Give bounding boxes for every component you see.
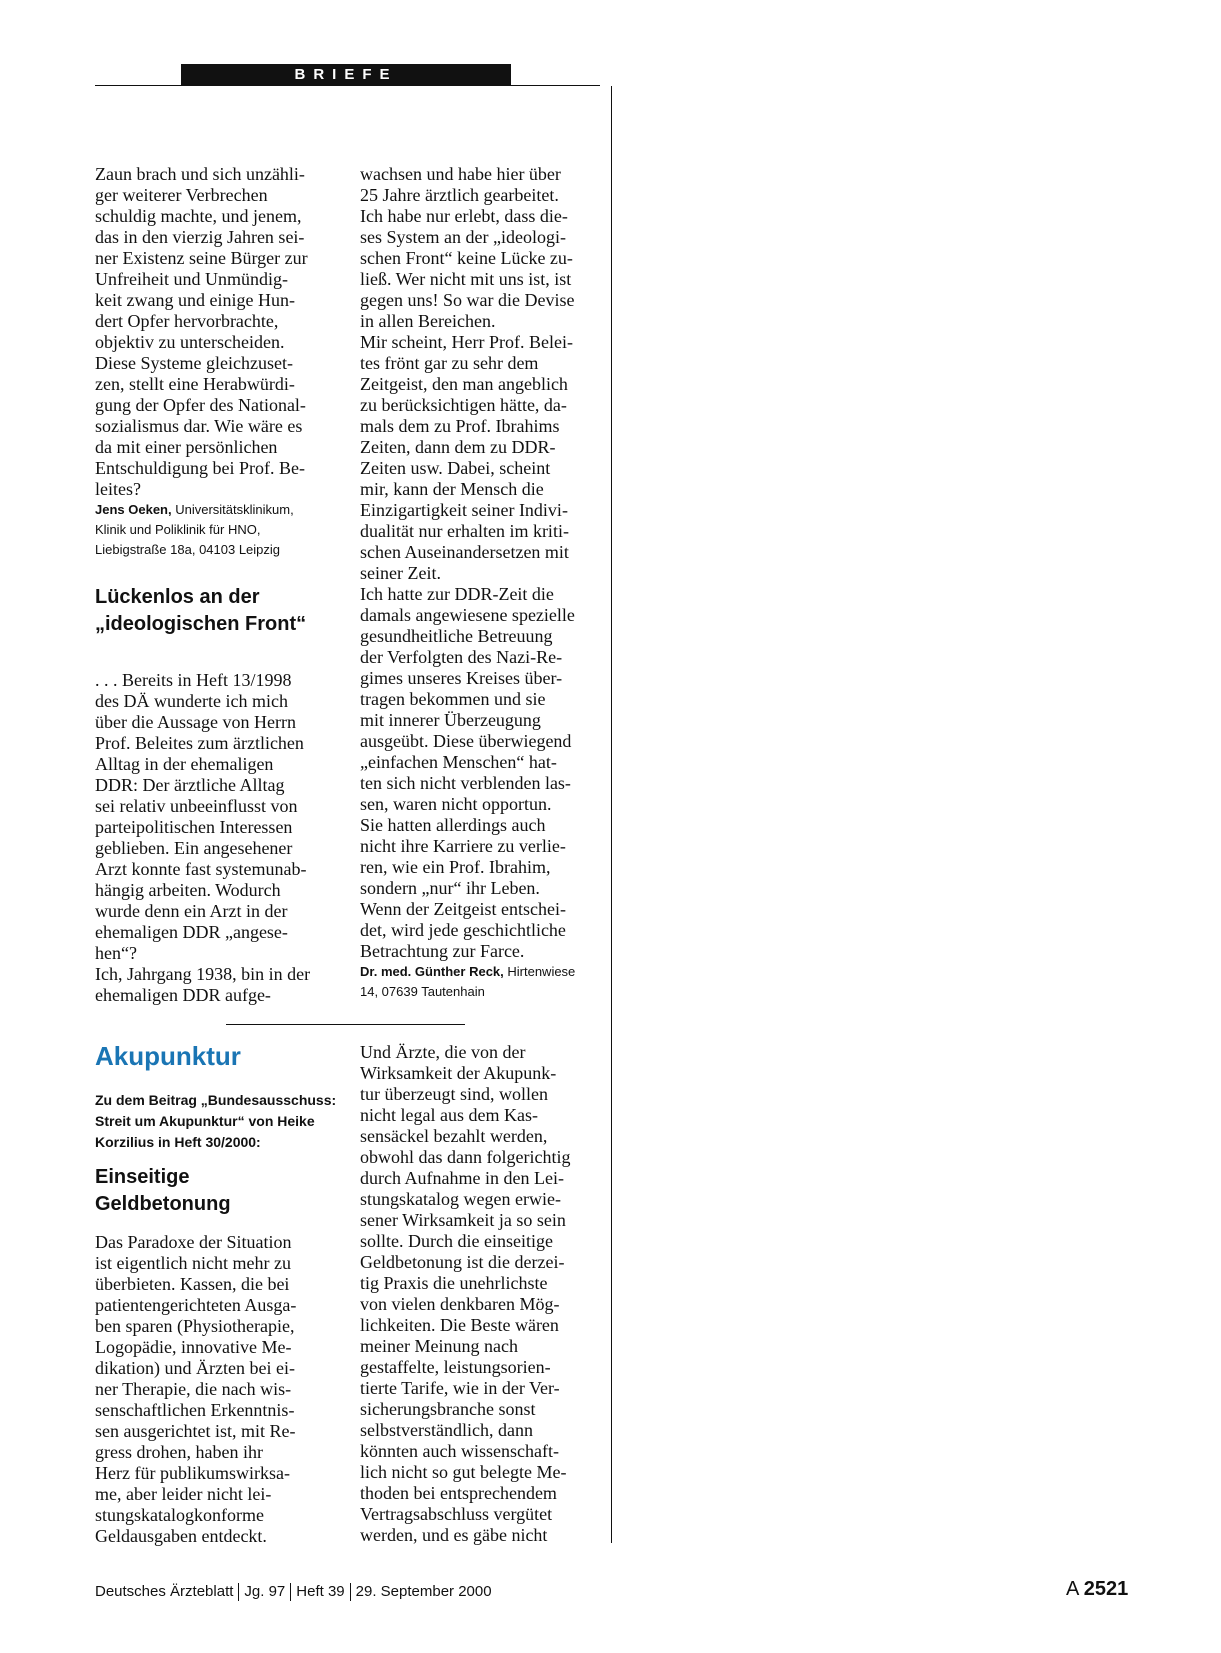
text-line: Alltag in der ehemaligen	[95, 754, 274, 774]
letter2-signature	[360, 962, 575, 1002]
letter2-headline	[95, 584, 306, 638]
text-line: leites?	[95, 479, 141, 499]
text-line: ren, wie ein Prof. Ibrahim,	[360, 857, 551, 877]
text-line: ehemaligen DDR „angese-	[95, 922, 288, 942]
letter2-column-1	[95, 670, 310, 1006]
footer-separator	[290, 1583, 291, 1601]
letter1-signature-name: Jens Oeken,	[95, 502, 172, 517]
text-line: sen ausgerichtet ist, mit Re-	[95, 1421, 296, 1441]
text-line: selbstverständlich, dann	[360, 1420, 533, 1440]
text-line: gimes unseres Kreises über-	[360, 668, 563, 688]
text-line: Herz für publikumswirksa-	[95, 1463, 290, 1483]
text-line: gung der Opfer des National-	[95, 395, 306, 415]
text-line: Lückenlos an der	[95, 586, 260, 608]
text-line: obwohl das dann folgerichtig	[360, 1147, 571, 1167]
text-line: gress drohen, haben ihr	[95, 1442, 263, 1462]
text-line: sollte. Durch die einseitige	[360, 1231, 553, 1251]
text-line: Entschuldigung bei Prof. Be-	[95, 458, 305, 478]
section-body-1	[95, 1232, 296, 1547]
text-line: von vielen denkbaren Mög-	[360, 1294, 560, 1314]
letter1-signature-address: Universitätsklinikum, Klinik und Poliklinik für HNO, Liebigstraße 18a, 04103 Leipzig	[95, 502, 294, 557]
text-line: hängig arbeiten. Wodurch	[95, 880, 281, 900]
text-line: sener Wirksamkeit ja so sein	[360, 1210, 566, 1230]
text-line: zu berücksichtigen hätte, da-	[360, 395, 567, 415]
text-line: nicht legal aus dem Kas-	[360, 1105, 538, 1125]
footer-date: 29. September 2000	[355, 1583, 492, 1600]
text-line: ehemaligen DDR aufge-	[95, 985, 271, 1005]
text-line: lich nicht so gut belegte Me-	[360, 1462, 567, 1482]
letter1-column	[95, 164, 308, 560]
text-line: senschaftlichen Erkenntnis-	[95, 1400, 295, 1420]
text-line: Zeiten usw. Dabei, scheint	[360, 458, 551, 478]
text-line: gesundheitliche Betreuung	[360, 626, 553, 646]
text-line: Das Paradoxe der Situation	[95, 1232, 292, 1252]
text-line: sen, waren nicht opportun.	[360, 794, 552, 814]
text-line: überbieten. Kassen, die bei	[95, 1274, 290, 1294]
text-line: mals dem zu Prof. Ibrahims	[360, 416, 560, 436]
text-line: hen“?	[95, 943, 137, 963]
text-line: 25 Jahre ärztlich gearbeitet.	[360, 185, 559, 205]
text-line: tig Praxis die unehrlichste	[360, 1273, 548, 1293]
text-line: ger weiterer Verbrechen	[95, 185, 268, 205]
text-line: durch Aufnahme in den Lei-	[360, 1168, 564, 1188]
text-line: Geldbetonung	[95, 1193, 231, 1215]
text-line: „einfachen Menschen“ hat-	[360, 752, 557, 772]
text-line: gegen uns! So war die Devise	[360, 290, 575, 310]
page-number-prefix: A	[1066, 1578, 1084, 1600]
text-line: damals angewiesene spezielle	[360, 605, 575, 625]
text-line: sicherungsbranche sonst	[360, 1399, 536, 1419]
text-line: ist eigentlich nicht mehr zu	[95, 1253, 291, 1273]
text-line: mir, kann der Mensch die	[360, 479, 544, 499]
letter2-body-1	[95, 670, 310, 1006]
page-number	[1066, 1578, 1128, 1601]
text-line: ausgeübt. Diese überwiegend	[360, 731, 572, 751]
footer-citation	[95, 1583, 492, 1601]
text-line: Korzilius in Heft 30/2000:	[95, 1134, 261, 1150]
text-line: ben sparen (Physiotherapie,	[95, 1316, 295, 1336]
text-line: wachsen und habe hier über	[360, 164, 561, 184]
text-line: gestaffelte, leistungsorien-	[360, 1357, 551, 1377]
text-line: patientengerichteten Ausga-	[95, 1295, 297, 1315]
section-column-2	[360, 1042, 570, 1546]
text-line: Streit um Akupunktur“ von Heike	[95, 1113, 315, 1129]
text-line: könnten auch wissenschaft-	[360, 1441, 559, 1461]
text-line: wurde denn ein Arzt in der	[95, 901, 288, 921]
text-line: das in den vierzig Jahren sei-	[95, 227, 305, 247]
text-line: schuldig machte, und jenem,	[95, 206, 302, 226]
text-line: schen Auseinandersetzen mit	[360, 542, 569, 562]
text-line: Mir scheint, Herr Prof. Belei-	[360, 332, 573, 352]
text-line: geblieben. Ein angesehener	[95, 838, 293, 858]
text-line: Einseitige	[95, 1166, 190, 1188]
text-line: me, aber leider nicht lei-	[95, 1484, 272, 1504]
text-line: DDR: Der ärztliche Alltag	[95, 775, 285, 795]
text-line: über die Aussage von Herrn	[95, 712, 296, 732]
text-line: sei relativ unbeeinflusst von	[95, 796, 298, 816]
text-line: mit innerer Überzeugung	[360, 710, 541, 730]
text-line: in allen Bereichen.	[360, 311, 496, 331]
text-line: dert Opfer hervorbrachte,	[95, 311, 279, 331]
text-line: Zeitgeist, den man angeblich	[360, 374, 568, 394]
letter2-signature-name: Dr. med. Günther Reck,	[360, 964, 504, 979]
section-intro	[95, 1090, 336, 1153]
text-line: tierte Tarife, wie in der Ver-	[360, 1378, 560, 1398]
text-line: sozialismus dar. Wie wäre es	[95, 416, 303, 436]
text-line: Ich, Jahrgang 1938, bin in der	[95, 964, 311, 984]
text-line: lichkeiten. Die Beste wären	[360, 1315, 559, 1335]
header-rule	[95, 85, 600, 86]
letter2-column-2	[360, 164, 575, 1002]
section-headline	[95, 1164, 231, 1218]
text-line: parteipolitischen Interessen	[95, 817, 293, 837]
text-line: stungskatalogkonforme	[95, 1505, 264, 1525]
text-line: keit zwang und einige Hun-	[95, 290, 295, 310]
text-line: thoden bei entsprechendem	[360, 1483, 557, 1503]
section-divider	[226, 1024, 465, 1025]
text-line: Vertragsabschluss vergütet	[360, 1504, 553, 1524]
text-line: Logopädie, innovative Me-	[95, 1337, 292, 1357]
text-line: zen, stellt eine Herabwürdi-	[95, 374, 295, 394]
text-line: tragen bekommen und sie	[360, 689, 546, 709]
section-column-1	[95, 1232, 296, 1547]
text-line: ses System an der „ideologi-	[360, 227, 566, 247]
text-line: Wirksamkeit der Akupunk-	[360, 1063, 557, 1083]
text-line: . . . Bereits in Heft 13/1998	[95, 670, 292, 690]
text-line: Prof. Beleites zum ärztlichen	[95, 733, 304, 753]
letter2-body-2	[360, 164, 575, 962]
text-line: des DÄ wunderte ich mich	[95, 691, 288, 711]
letter1-signature	[95, 500, 308, 560]
text-line: tur überzeugt sind, wollen	[360, 1084, 548, 1104]
footer-separator	[238, 1583, 239, 1601]
text-line: Einzigartigkeit seiner Indivi-	[360, 500, 568, 520]
text-line: tes frönt gar zu sehr dem	[360, 353, 539, 373]
text-line: Unfreiheit und Unmündig-	[95, 269, 288, 289]
text-line: stungskatalog wegen erwie-	[360, 1189, 561, 1209]
section-title: Akupunktur	[95, 1041, 241, 1071]
text-line: Arzt konnte fast systemunab-	[95, 859, 307, 879]
page-number-value: 2521	[1083, 1578, 1129, 1600]
text-line: meiner Meinung nach	[360, 1336, 518, 1356]
text-line: ner Existenz seine Bürger zur	[95, 248, 308, 268]
text-line: ten sich nicht verblenden las-	[360, 773, 571, 793]
section-body-2	[360, 1042, 570, 1546]
text-line: schen Front“ keine Lücke zu-	[360, 248, 573, 268]
letter1-body	[95, 164, 308, 500]
text-line: Zeiten, dann dem zu DDR-	[360, 437, 556, 457]
footer-issue: Heft 39	[296, 1583, 345, 1600]
text-line: „ideologischen Front“	[95, 613, 307, 635]
text-line: ner Therapie, die nach wis-	[95, 1379, 292, 1399]
text-line: Ich hatte zur DDR-Zeit die	[360, 584, 554, 604]
text-line: Sie hatten allerdings auch	[360, 815, 546, 835]
text-line: Wenn der Zeitgeist entschei-	[360, 899, 566, 919]
footer-volume: Jg. 97	[244, 1583, 286, 1600]
text-line: ließ. Wer nicht mit uns ist, ist	[360, 269, 572, 289]
text-line: Geldausgaben entdeckt.	[95, 1526, 267, 1546]
footer-separator	[350, 1583, 351, 1601]
text-line: dualität nur erhalten im kriti-	[360, 521, 569, 541]
text-line: Ich habe nur erlebt, dass die-	[360, 206, 568, 226]
text-line: nicht ihre Karriere zu verlie-	[360, 836, 566, 856]
text-line: Und Ärzte, die von der	[360, 1042, 526, 1062]
text-line: werden, und es gäbe nicht	[360, 1525, 548, 1545]
letter2-signature-address: Hirtenwiese 14, 07639 Tautenhain	[360, 964, 576, 999]
text-line: Geldbetonung ist die derzei-	[360, 1252, 565, 1272]
text-line: da mit einer persönlichen	[95, 437, 278, 457]
column-rule	[611, 86, 612, 1543]
text-line: det, wird jede geschichtliche	[360, 920, 566, 940]
footer-journal: Deutsches Ärzteblatt	[95, 1583, 234, 1600]
text-line: der Verfolgten des Nazi-Re-	[360, 647, 563, 667]
text-line: seiner Zeit.	[360, 563, 441, 583]
text-line: Zaun brach und sich unzähli-	[95, 164, 305, 184]
text-line: Betrachtung zur Farce.	[360, 941, 525, 961]
text-line: sensäckel bezahlt werden,	[360, 1126, 548, 1146]
text-line: sondern „nur“ ihr Leben.	[360, 878, 540, 898]
text-line: Zu dem Beitrag „Bundesausschuss:	[95, 1092, 337, 1108]
text-line: objektiv zu unterscheiden.	[95, 332, 285, 352]
section-header-label: BRIEFE	[294, 66, 398, 83]
text-line: Diese Systeme gleichzuset-	[95, 353, 293, 373]
text-line: dikation) und Ärzten bei ei-	[95, 1358, 295, 1378]
